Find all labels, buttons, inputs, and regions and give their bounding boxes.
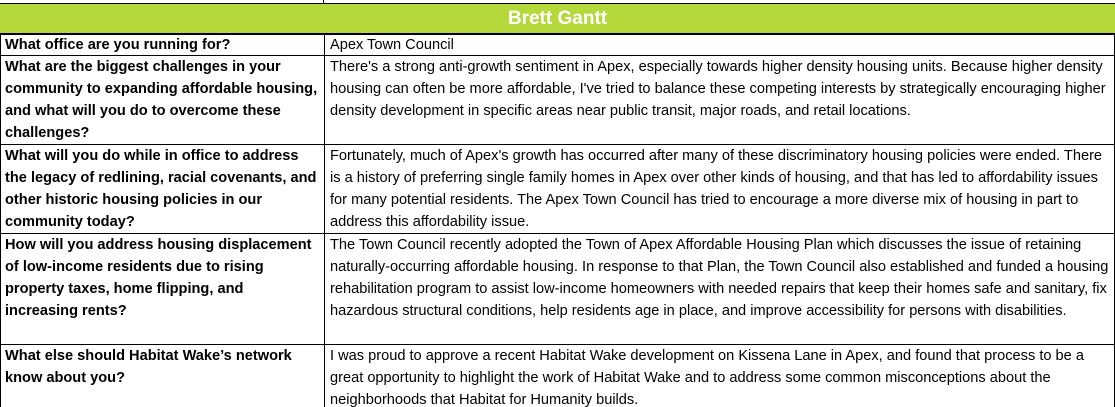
candidate-name-header: Brett Gantt	[0, 4, 1115, 34]
question-cell[interactable]: What are the biggest challenges in your community to expanding affordable housing, and what will you do to overcome these challenges?	[1, 56, 325, 145]
answer-cell[interactable]: Fortunately, much of Apex's growth has occurred after many of these discriminatory housing policies were ended. There is a history of preferring single family homes in Apex over other kinds of housing, and that has led to affordability issues for many potential residents. The Apex Town Council has tried to encourage a more diverse mix of housing in part to address this affordability issue.	[325, 145, 1115, 234]
answer-cell[interactable]: Apex Town Council	[325, 35, 1115, 56]
answer-cell[interactable]: There's a strong anti-growth sentiment in Apex, especially towards higher density housing units. Because higher density housing can often be more affordable, I've tried to balance these competing interests by strategically encouraging higher density development in specific areas near public transit, major roads, and retail locations.	[325, 56, 1115, 145]
table-row	[1, 35, 1115, 56]
answer-cell[interactable]: The Town Council recently adopted the Town of Apex Affordable Housing Plan which discusses the issue of retaining naturally-occurring affordable housing. In response to that Plan, the Town Council also established and funded a housing rehabilitation program to assist low-income homeowners with needed repairs that keep their homes safe and sanitary, fix hazardous structural conditions, help residents age in place, and improve accessibility for persons with disabilities.	[325, 234, 1115, 345]
question-cell[interactable]: What will you do while in office to address the legacy of redlining, racial covenants, and other historic housing policies in our community today?	[1, 145, 325, 234]
question-cell[interactable]: How will you address housing displacement of low-income residents due to rising property taxes, home flipping, and increasing rents?	[1, 234, 325, 345]
questionnaire-table	[0, 34, 1115, 407]
table-row	[1, 234, 1115, 345]
table-row	[1, 56, 1115, 145]
question-cell[interactable]: What else should Habitat Wake’s network know about you?	[1, 345, 325, 407]
answer-cell[interactable]: I was proud to approve a recent Habitat Wake development on Kissena Lane in Apex, and found that process to be a great opportunity to highlight the work of Habitat Wake and to address some common misconceptions about the neighborhoods that Habitat for Humanity builds.	[325, 345, 1115, 407]
question-cell[interactable]: What office are you running for?	[1, 35, 325, 56]
table-row	[1, 345, 1115, 407]
table-row	[1, 145, 1115, 234]
